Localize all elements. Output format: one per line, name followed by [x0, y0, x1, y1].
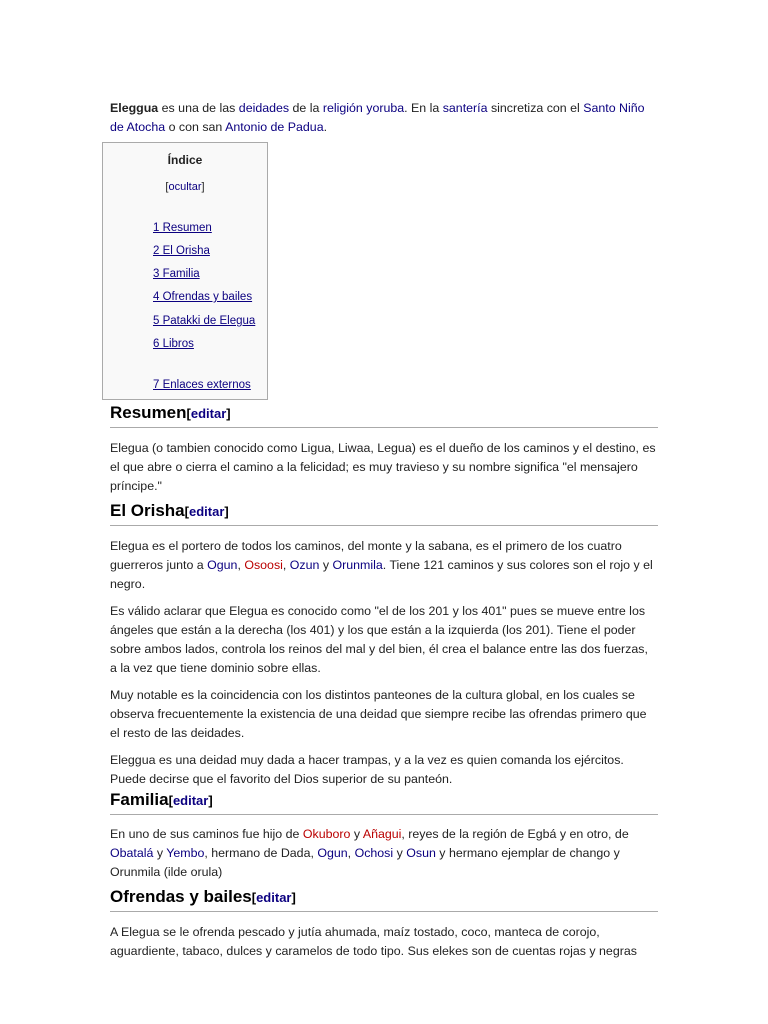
intro-text: . En la — [404, 101, 443, 115]
link-santo-nino-de-atocha[interactable]: Santo Niño de Atocha — [110, 101, 645, 134]
heading-ofrendas — [110, 887, 658, 912]
edit-link-familia[interactable]: editar — [172, 793, 209, 808]
familia-text: y — [350, 827, 363, 841]
edit-section — [252, 890, 296, 905]
resumen-paragraph: Elegua (o tambien conocido como Ligua, Liwaa, Legua) es el dueño de los caminos y el destino, es el que abre o cierra el camino a la felicidad; es muy travieso y su nombre significa "el mensajero príncipe." — [110, 441, 656, 493]
orisha-text: Elegua es el portero de todos los caminos, del monte y la sabana, es el primero de los cuatro guerreros junto a — [110, 539, 622, 572]
toc-link-familia[interactable]: 3 Familia — [153, 268, 200, 280]
orisha-text: , — [237, 558, 245, 572]
intro-text: de la — [289, 101, 323, 115]
edit-bracket: ] — [208, 793, 213, 808]
link-okuboro[interactable]: Okuboro — [302, 827, 351, 841]
link-antonio-de-padua[interactable]: Antonio de Padua — [225, 120, 324, 134]
familia-text: , hermano de Dada, — [204, 846, 318, 860]
intro-text: es una de las — [158, 101, 239, 115]
link-santeria[interactable]: santería — [442, 101, 488, 115]
toc-link-enlaces-externos[interactable]: 7 Enlaces externos — [153, 379, 251, 391]
orisha-paragraph-3: Muy notable es la coincidencia con los distintos panteones de la cultura global, en los cuales se observa frecuentemente la existencia de una deidad que siempre recibe las ofrendas primero que el resto de las deidades. — [110, 688, 647, 740]
link-obatala[interactable]: Obatalá — [110, 846, 154, 860]
intro-text: sincretiza con el — [487, 101, 584, 115]
edit-bracket: ] — [224, 504, 229, 519]
familia-text: y hermano ejemplar de chango y Orunmila (ilde orula) — [110, 846, 620, 879]
link-deidades[interactable]: deidades — [238, 101, 290, 115]
familia-text: , — [347, 846, 355, 860]
toc-bracket: [ — [165, 181, 169, 193]
toc-title: Índice — [167, 153, 203, 167]
heading-text: Resumen — [110, 403, 187, 422]
edit-link-ofrendas[interactable]: editar — [256, 890, 292, 905]
familia-text: , reyes de la región de Egbá y en otro, de — [401, 827, 629, 841]
edit-bracket: [ — [184, 504, 189, 519]
section-resumen — [110, 439, 658, 496]
toc-link-resumen[interactable]: 1 Resumen — [153, 222, 212, 234]
edit-bracket: [ — [168, 793, 173, 808]
toc-item — [153, 291, 252, 303]
link-yembo[interactable]: Yembo — [166, 846, 205, 860]
intro-paragraph — [110, 99, 658, 137]
toc-link-ofrendas[interactable]: 4 Ofrendas y bailes — [153, 291, 253, 303]
heading-text: Familia — [110, 790, 169, 809]
toc-link-libros[interactable]: 6 Libros — [153, 338, 194, 350]
link-anagui[interactable]: Añagui — [362, 827, 402, 841]
edit-bracket: ] — [226, 406, 231, 421]
toc-link-el-orisha[interactable]: 2 El Orisha — [153, 245, 210, 257]
intro-text: o con san — [165, 120, 226, 134]
section-familia — [110, 825, 658, 882]
section-ofrendas — [110, 923, 658, 961]
heading-text: Ofrendas y bailes — [110, 887, 252, 906]
toc-item — [153, 379, 251, 391]
edit-section — [187, 406, 231, 421]
familia-text: y — [393, 846, 407, 860]
table-of-contents — [102, 142, 268, 400]
orisha-text: , — [282, 558, 290, 572]
toc-item — [153, 338, 194, 350]
toc-item — [153, 245, 210, 257]
heading-el-orisha — [110, 501, 658, 526]
orisha-paragraph-2: Es válido aclarar que Elegua es conocido como "el de los 201 y los 401" pues se mueve entre los ángeles que están a la derecha (los 401) y los que están a la izquierda (los 201). Tiene el poder sobre ambos lados, controla los reinos del mal y del bien, él crea el balance entre las dos fuerzas, a la vez que tiene dominio sobre ellas. — [110, 604, 648, 675]
edit-link-el-orisha[interactable]: editar — [188, 504, 225, 519]
familia-paragraph — [110, 825, 658, 882]
edit-bracket: ] — [291, 890, 296, 905]
edit-bracket: [ — [251, 890, 257, 905]
heading-familia — [110, 790, 658, 815]
orisha-text: y — [319, 558, 333, 572]
familia-text: y — [153, 846, 167, 860]
orisha-paragraph-1 — [110, 537, 658, 594]
toc-item — [153, 315, 255, 327]
link-ochosi[interactable]: Ochosi — [354, 846, 394, 860]
toc-bracket: ] — [201, 181, 205, 193]
familia-text: En uno de sus caminos fue hijo de — [110, 827, 303, 841]
link-osun[interactable]: Osun — [406, 846, 436, 860]
orisha-text: . Tiene 121 caminos y sus colores son el rojo y el negro. — [110, 558, 653, 591]
orisha-paragraph-4: Eleggua es una deidad muy dada a hacer trampas, y a la vez es quien comanda los ejércitos. Puede decirse que el favorito del Dios superior de su panteón. — [110, 753, 624, 786]
link-osoosi[interactable]: Osoosi — [244, 558, 283, 572]
intro-text: . — [323, 120, 328, 134]
link-ozun[interactable]: Ozun — [289, 558, 320, 572]
link-ogun[interactable]: Ogun — [207, 558, 238, 572]
heading-resumen — [110, 403, 658, 428]
toc-toggle — [103, 181, 267, 193]
intro-bold-term: Eleggua — [110, 101, 159, 115]
link-orunmila[interactable]: Orunmila — [332, 558, 383, 572]
ofrendas-paragraph: A Elegua se le ofrenda pescado y jutía ahumada, maíz tostado, coco, manteca de corojo, aguardiente, tabaco, dulces y caramelos de todo tipo. Sus elekes son de cuentas rojas y negras — [110, 925, 637, 958]
toc-hide-link[interactable]: ocultar — [168, 181, 202, 193]
toc-item — [153, 268, 200, 280]
heading-text: El Orisha — [110, 501, 185, 520]
edit-link-resumen[interactable]: editar — [190, 406, 227, 421]
section-el-orisha — [110, 537, 658, 789]
edit-bracket: [ — [186, 406, 191, 421]
link-religion-yoruba[interactable]: religión yoruba — [322, 101, 405, 115]
link-ogun-2[interactable]: Ogun — [317, 846, 348, 860]
edit-section — [185, 504, 229, 519]
toc-item — [153, 222, 212, 234]
toc-link-patakki[interactable]: 5 Patakki de Elegua — [153, 315, 256, 327]
edit-section — [169, 793, 213, 808]
